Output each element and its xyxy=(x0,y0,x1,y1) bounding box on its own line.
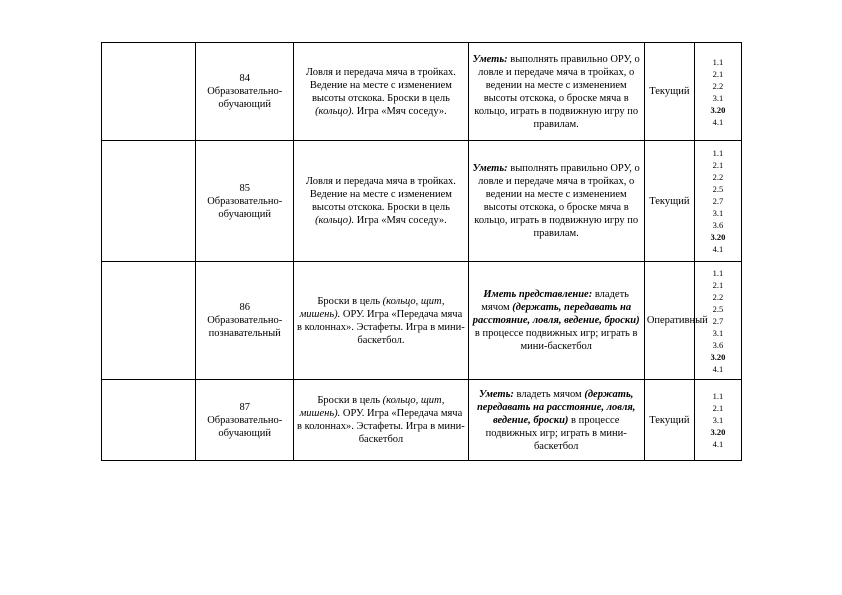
competency-code: 4.1 xyxy=(712,116,724,127)
text-run: Ловля и передача мяча в тройках. Ведение на месте с изменением высоты отскока. Броски в цель xyxy=(305,66,456,104)
competency-code: 1.1 xyxy=(712,391,724,401)
lesson-number: 84 xyxy=(239,73,250,84)
text-run: выполнять правильно ОРУ, о ловле и передаче мяча в тройках, о ведении на месте с изменением высоты отскока, о броске мяча в кольцо, играть в подвижную игру по правилам. xyxy=(474,53,640,130)
text-run: (кольцо, щит, мишень). xyxy=(299,295,445,320)
text-run: владеть мячом xyxy=(513,388,585,400)
competency-code: 2.5 xyxy=(712,184,724,194)
text-run: Уметь: xyxy=(478,388,514,400)
lesson-cell xyxy=(196,380,294,461)
lesson-number: 86 xyxy=(239,302,250,313)
competency-code: 3.6 xyxy=(712,220,724,230)
requirements-cell xyxy=(468,141,644,262)
text-run: Уметь: xyxy=(472,163,508,174)
text-run: (кольцо). xyxy=(315,105,355,117)
competency-code: 3.20 xyxy=(710,104,726,115)
competency-code: 2.2 xyxy=(712,172,724,182)
period-cell xyxy=(102,43,196,141)
requirements-cell xyxy=(468,43,644,141)
competency-code: 2.1 xyxy=(712,68,724,79)
competency-code: 2.2 xyxy=(712,291,724,302)
text-run: Броски в цель xyxy=(317,295,383,307)
lesson-number: 87 xyxy=(239,401,250,413)
content-cell xyxy=(294,262,468,380)
competency-code: 4.1 xyxy=(712,439,724,449)
codes-cell xyxy=(694,380,741,461)
lesson-cell xyxy=(196,262,294,380)
period-cell xyxy=(102,141,196,262)
competency-code: 1.1 xyxy=(712,148,724,158)
lesson-plan-table xyxy=(101,42,742,461)
competency-code: 3.1 xyxy=(712,415,724,425)
competency-code: 3.1 xyxy=(712,327,724,338)
competency-code: 1.1 xyxy=(712,267,724,278)
text-run: Уметь: xyxy=(472,53,508,65)
content-cell xyxy=(294,380,468,461)
lesson-number: 85 xyxy=(239,182,250,194)
competency-code: 2.1 xyxy=(712,279,724,290)
text-run: ОРУ. Игра «Передача мяча в колоннах». Эстафеты. Игра в мини-баскетбол xyxy=(297,408,465,445)
competency-code: 2.7 xyxy=(712,196,724,206)
competency-code: 3.1 xyxy=(712,208,724,218)
lesson-type: Образовательно-обучающий xyxy=(207,86,283,110)
control-type: Текущий xyxy=(644,141,694,262)
content-cell xyxy=(294,141,468,262)
table-row xyxy=(102,141,742,262)
text-run: владеть мячом xyxy=(481,289,629,313)
requirements-cell xyxy=(468,262,644,380)
text-run: (держать, передавать на расстояние, ловля, ведение, броски) xyxy=(472,302,640,326)
competency-code: 2.1 xyxy=(712,160,724,170)
table-row xyxy=(102,43,742,141)
competency-code: 3.20 xyxy=(710,427,726,437)
competency-code: 2.7 xyxy=(712,315,724,326)
codes-cell xyxy=(694,141,741,262)
text-run: Ловля и передача мяча в тройках. Ведение на месте с изменением высоты отскока. Броски в цель xyxy=(305,176,456,213)
text-run: выполнять правильно ОРУ, о ловле и передаче мяча в тройках, о ведении на месте с изменением высоты отскока, о броске мяча в кольцо, играть в подвижную игру по правилам. xyxy=(474,163,640,239)
text-run: Игра «Мяч соседу». xyxy=(354,105,447,117)
table-row xyxy=(102,262,742,380)
lesson-type: Образовательно-обучающий xyxy=(207,195,283,220)
text-run: ОРУ. Игра «Передача мяча в колоннах». Эстафеты. Игра в мини-баскетбол. xyxy=(297,308,465,346)
control-type: Текущий xyxy=(644,380,694,461)
codes-cell xyxy=(694,43,741,141)
table-row xyxy=(102,380,742,461)
lesson-cell xyxy=(196,43,294,141)
text-run: Игра «Мяч соседу». xyxy=(354,215,447,226)
period-cell xyxy=(102,380,196,461)
competency-code: 4.1 xyxy=(712,363,724,374)
control-type: Текущий xyxy=(644,43,694,141)
competency-code: 3.1 xyxy=(712,92,724,103)
text-run: в процессе подвижных игр; играть в мини-баскетбол xyxy=(474,328,638,352)
competency-code: 3.20 xyxy=(710,351,726,362)
competency-code: 2.5 xyxy=(712,303,724,314)
text-run: Броски в цель xyxy=(317,395,383,406)
competency-code: 3.6 xyxy=(712,339,724,350)
content-cell xyxy=(294,43,468,141)
lesson-type: Образовательно-обучающий xyxy=(207,414,283,439)
control-type: Оперативный xyxy=(644,262,694,380)
text-run: (держать, передавать на расстояние, ловля, ведение, броски) xyxy=(476,388,636,426)
requirements-cell xyxy=(468,380,644,461)
competency-code: 2.2 xyxy=(712,80,724,91)
competency-code: 1.1 xyxy=(712,56,724,67)
text-run: в процессе подвижных игр; играть в мини-баскетбол xyxy=(485,414,627,452)
lesson-cell xyxy=(196,141,294,262)
lesson-type: Образовательно-познавательный xyxy=(207,315,283,339)
competency-code: 3.20 xyxy=(710,232,726,242)
text-run: (кольцо). xyxy=(315,215,355,226)
period-cell xyxy=(102,262,196,380)
text-run: Иметь представление: xyxy=(483,289,593,300)
competency-code: 4.1 xyxy=(712,244,724,254)
text-run: (кольцо, щит, мишень). xyxy=(299,395,445,419)
competency-code: 2.1 xyxy=(712,403,724,413)
